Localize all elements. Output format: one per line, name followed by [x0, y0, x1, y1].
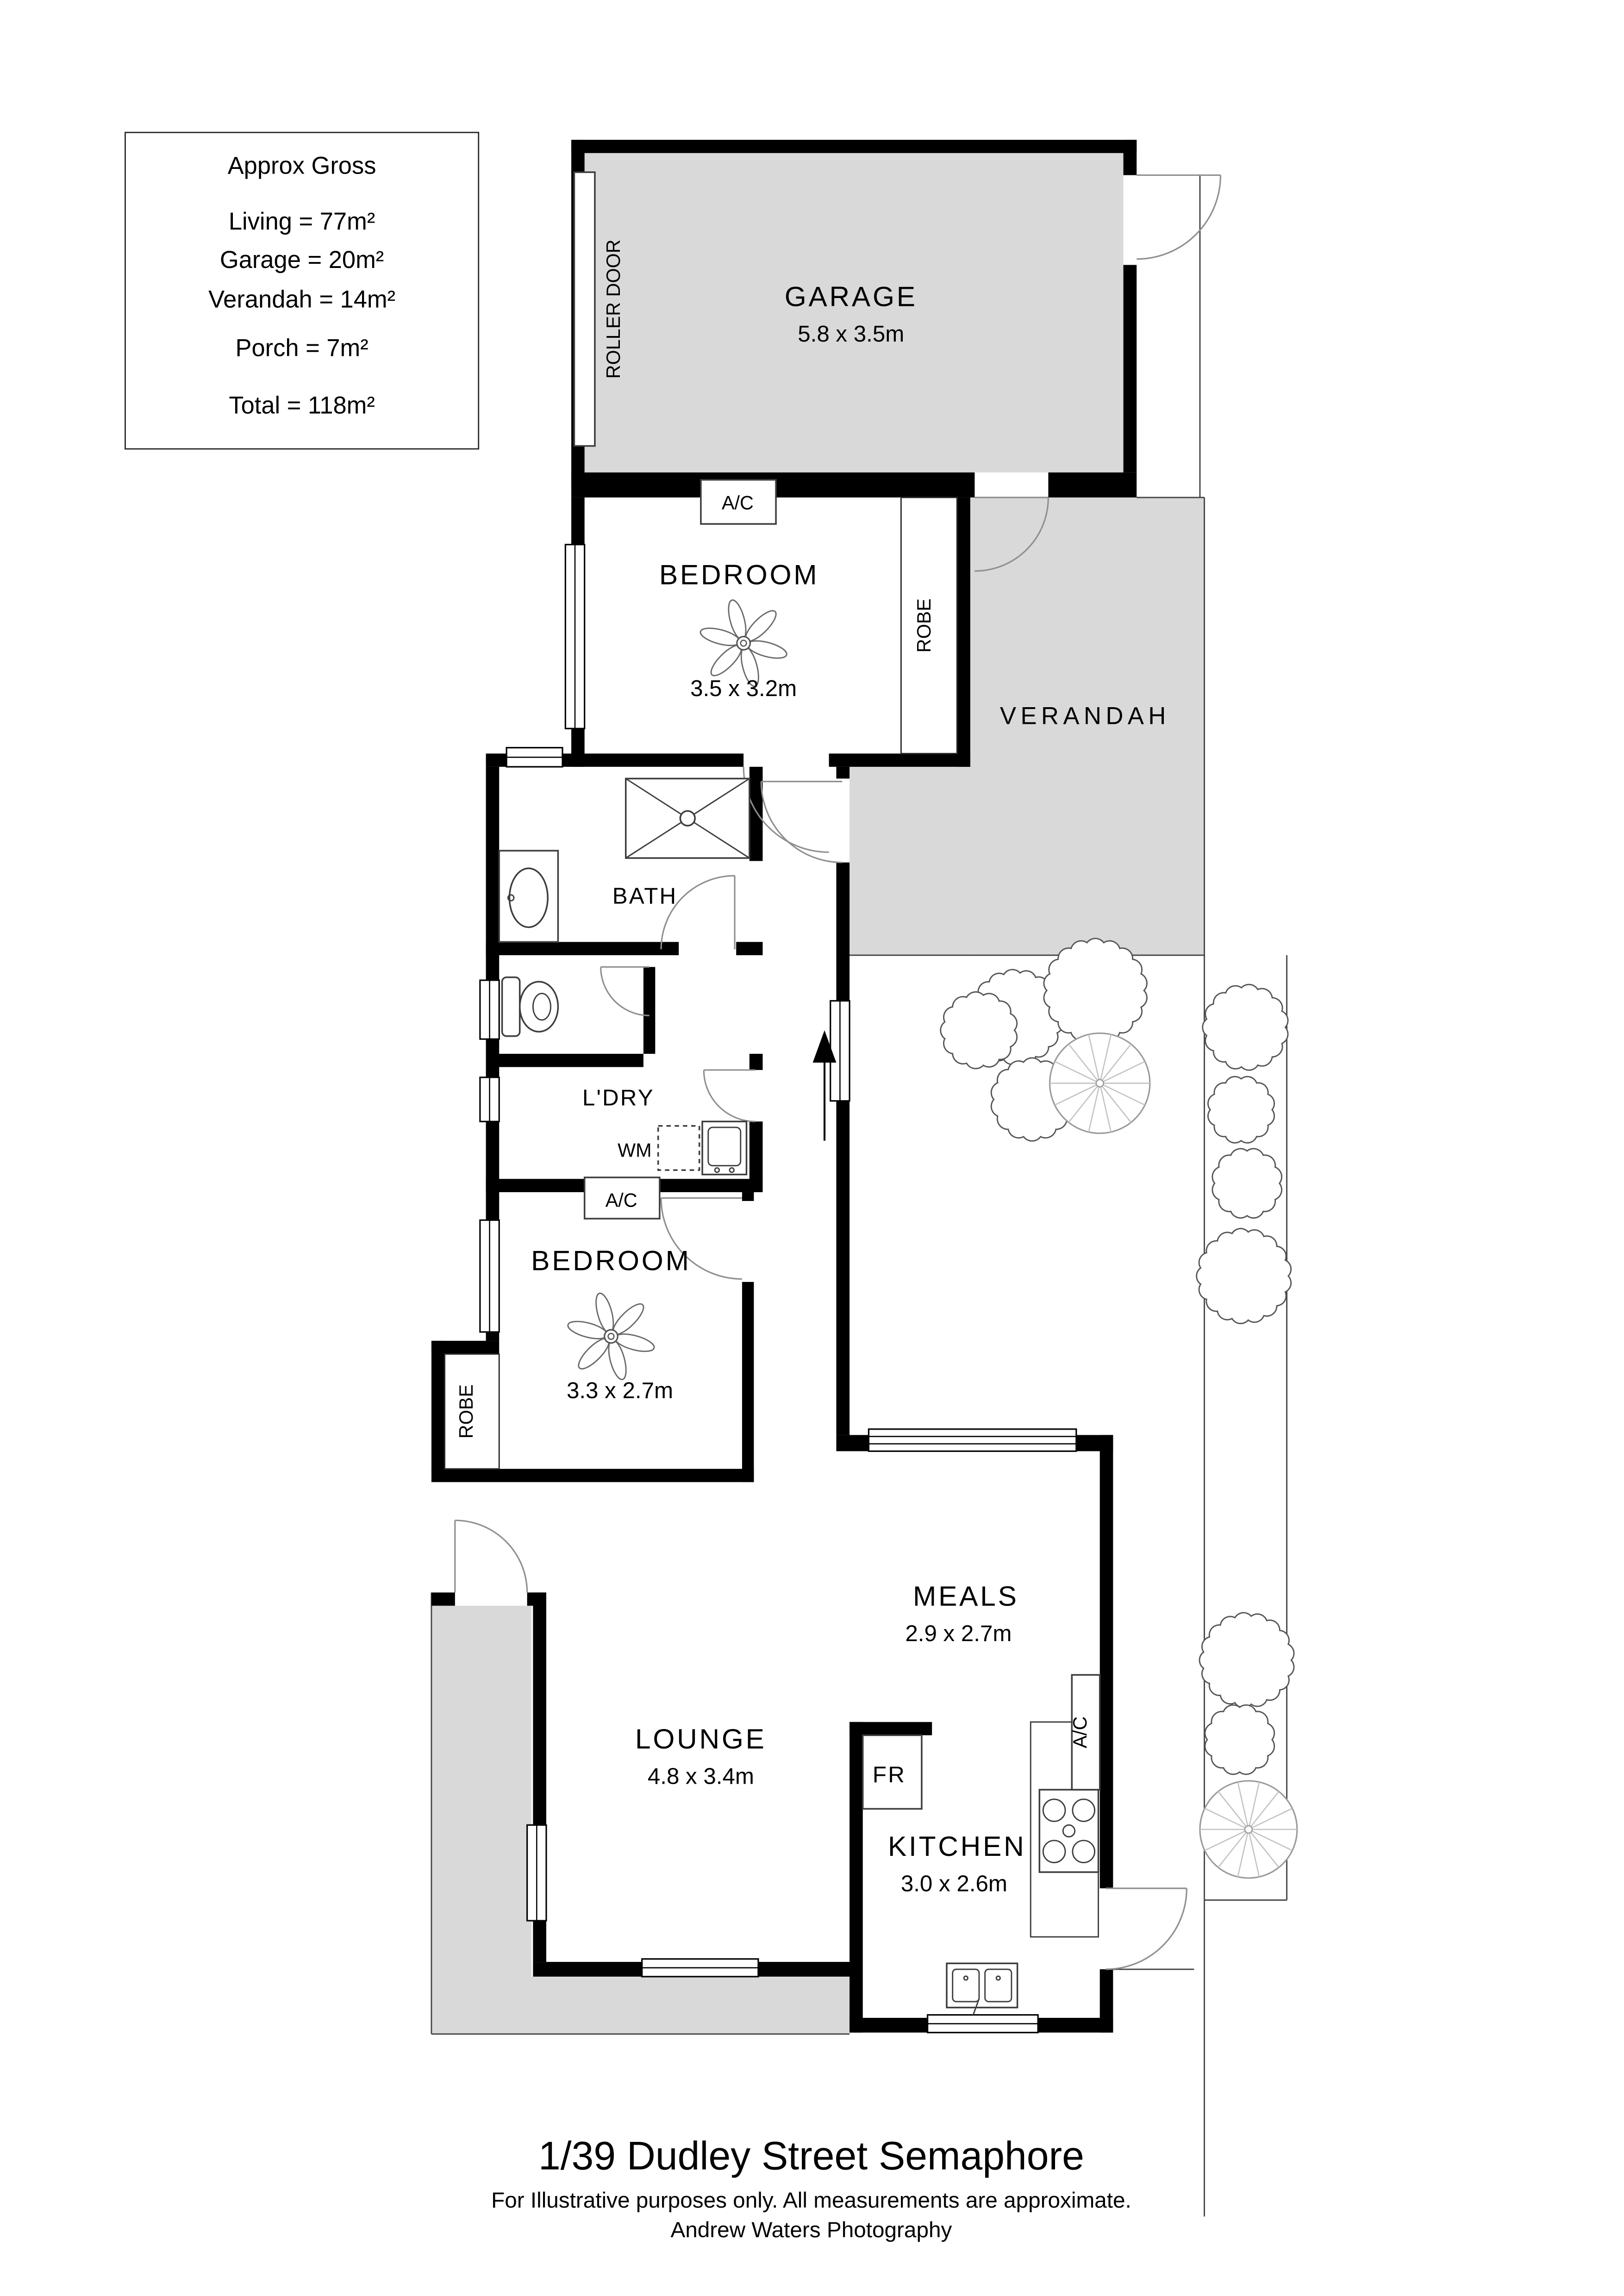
credit-text: Andrew Waters Photography	[670, 2217, 952, 2242]
wall-segment	[486, 1192, 500, 1220]
disclaimer-text: For Illustrative purposes only. All measurements are approximate.	[491, 2188, 1131, 2213]
meals-label: MEALS	[913, 1580, 1019, 1612]
porch-floor-left	[431, 1606, 531, 1977]
meals-dims: 2.9 x 2.7m	[905, 1620, 1012, 1646]
tree-icon	[1199, 1613, 1294, 1708]
bedroom2-dims: 3.3 x 2.7m	[566, 1378, 674, 1404]
laundry-door-swing	[704, 1070, 755, 1121]
toilet-cistern	[502, 977, 520, 1036]
wc-door-swing	[601, 967, 650, 1015]
wall-segment	[1038, 2018, 1113, 2033]
tree-icon	[1044, 939, 1147, 1043]
robe-label: ROBE	[455, 1384, 477, 1439]
porch-floor-bottom	[431, 1977, 849, 2034]
bath-label: BATH	[612, 883, 678, 909]
back-door-swing	[1106, 1888, 1187, 1969]
wall-segment	[431, 1341, 445, 1472]
wall-segment	[643, 967, 655, 1054]
wall-segment	[486, 955, 500, 980]
kitchen-sink	[947, 1963, 1018, 2007]
cooktop	[1039, 1790, 1098, 1872]
wall-segment	[849, 1722, 932, 1736]
tree-icon	[1208, 1076, 1274, 1143]
wall-segment	[527, 1593, 546, 1606]
wall-segment	[533, 1921, 546, 1962]
wall-segment	[492, 1054, 643, 1067]
roller-door-label: ROLLER DOOR	[602, 239, 624, 379]
fridge-label: FR	[872, 1762, 906, 1788]
wall-segment	[742, 1192, 754, 1201]
wall-segment	[486, 1332, 500, 1341]
wall-segment	[758, 1962, 860, 1977]
tree-icon	[1212, 1149, 1282, 1218]
hall-door-swing	[761, 782, 842, 863]
legend-item: Porch = 7m²	[235, 335, 369, 362]
legend-title: Approx Gross	[227, 152, 376, 180]
wall-segment	[571, 753, 743, 767]
wall-segment	[571, 140, 1137, 153]
wall-segment	[836, 1101, 849, 1435]
ac-label: A/C	[721, 492, 754, 514]
legend-item: Total = 118m²	[229, 392, 375, 419]
verandah-floor-ext	[849, 767, 970, 955]
wall-segment	[836, 1435, 868, 1451]
wall-segment	[750, 767, 763, 861]
laundry-label: L'DRY	[582, 1085, 655, 1111]
feature-tree-icon	[1200, 1781, 1297, 1878]
toilet-bowl	[520, 982, 558, 1032]
wall-segment	[431, 1593, 455, 1606]
wall-segment	[1124, 140, 1137, 175]
feature-tree-icon	[1050, 1033, 1150, 1133]
bedroom2-label: BEDROOM	[531, 1244, 691, 1276]
verandah-label: VERANDAH	[999, 703, 1170, 730]
ac-label: A/C	[605, 1189, 637, 1211]
kitchen-dims: 3.0 x 2.6m	[900, 1871, 1007, 1897]
footer	[491, 2134, 1131, 2242]
wall-segment	[836, 767, 849, 778]
garage-label: GARAGE	[784, 280, 918, 312]
roller-door	[574, 172, 595, 446]
wall-segment	[1100, 1435, 1113, 1888]
window	[868, 1429, 1076, 1451]
kitchen-label: KITCHEN	[887, 1830, 1026, 1862]
garage-door-swing	[1137, 175, 1220, 259]
wall-segment	[562, 753, 571, 767]
legend-item: Verandah = 14m²	[208, 286, 396, 313]
wall-segment	[486, 753, 507, 767]
ac-label: A/C	[1069, 1716, 1091, 1748]
lounge-label: LOUNGE	[635, 1723, 767, 1755]
tree-icon	[1197, 1229, 1291, 1324]
garage-floor	[585, 153, 1124, 473]
tree-icon	[941, 992, 1017, 1069]
wall-segment	[736, 942, 762, 955]
entry-door-swing	[455, 1520, 527, 1593]
wall-segment	[849, 1722, 863, 2033]
tree-icon	[1205, 1705, 1274, 1774]
wall-segment	[571, 498, 585, 545]
wall-segment	[486, 942, 679, 955]
garden-trees	[941, 939, 1297, 1878]
wall-segment	[431, 1469, 754, 1482]
wall-segment	[829, 753, 970, 767]
lounge-dims: 4.8 x 3.4m	[647, 1763, 754, 1789]
wall-segment	[836, 863, 849, 1001]
shower-drain	[680, 811, 695, 826]
legend	[125, 132, 478, 449]
ceiling-fan-icon	[699, 598, 788, 688]
wall-segment	[1124, 265, 1137, 472]
wall-segment	[750, 1054, 763, 1070]
bedroom1-label: BEDROOM	[659, 559, 819, 591]
washing-machine-space	[658, 1126, 700, 1170]
wm-label: WM	[618, 1139, 652, 1161]
basin	[509, 868, 548, 927]
wall-segment	[1048, 473, 1137, 498]
page-title: 1/39 Dudley Street Semaphore	[538, 2134, 1084, 2178]
wall-segment	[533, 1593, 546, 1825]
tree-icon	[1203, 984, 1288, 1070]
wall-segment	[849, 2018, 928, 2033]
wall-segment	[533, 1962, 642, 1977]
robe-label: ROBE	[913, 598, 935, 653]
legend-item: Living = 77m²	[228, 208, 375, 236]
wall-segment	[486, 767, 500, 955]
garage-dims: 5.8 x 3.5m	[798, 321, 905, 347]
ceiling-fan-icon	[566, 1292, 656, 1381]
wall-segment	[957, 498, 970, 767]
wall-segment	[742, 1282, 754, 1482]
bedroom1-dims: 3.5 x 3.2m	[690, 676, 797, 702]
legend-item: Garage = 20m²	[219, 246, 384, 274]
